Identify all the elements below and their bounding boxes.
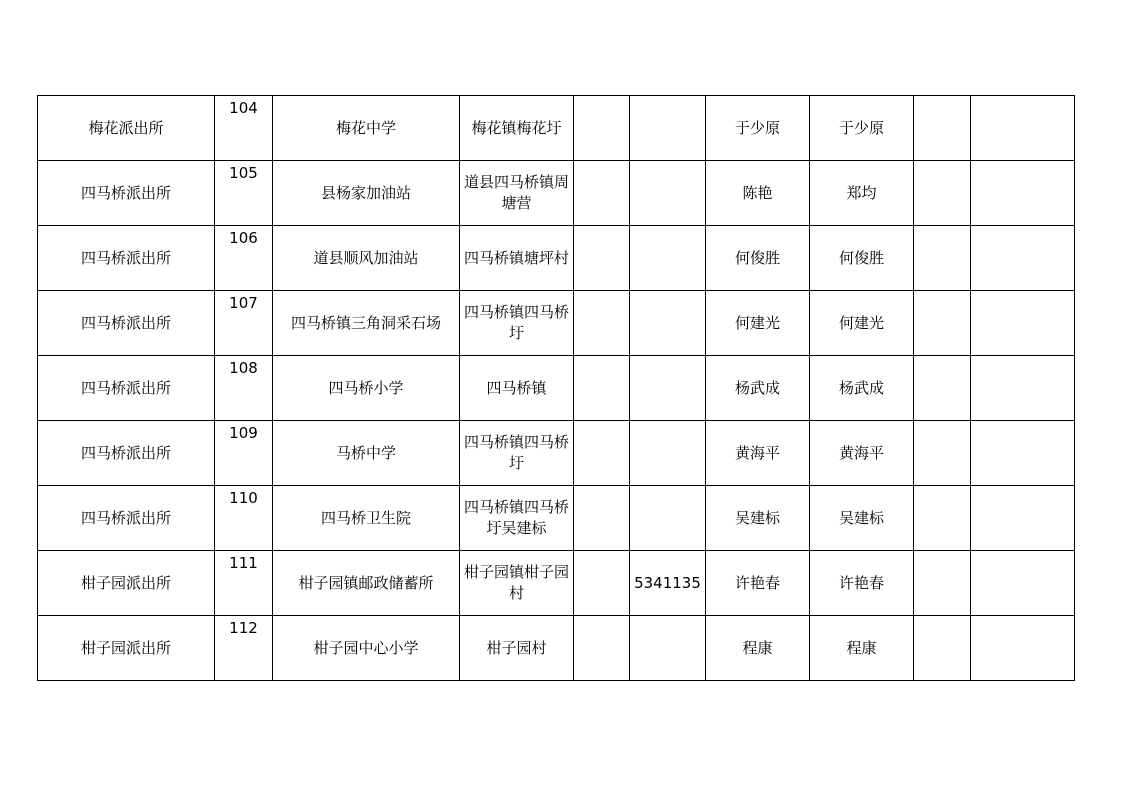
address-cell: 道县四马桥镇周塘营 bbox=[460, 161, 574, 226]
responsible-person-cell: 杨武成 bbox=[810, 356, 914, 421]
blank-cell bbox=[971, 96, 1075, 161]
address-cell: 四马桥镇 bbox=[460, 356, 574, 421]
row-number-cell: 105 bbox=[215, 161, 273, 226]
unit-name-cell: 县杨家加油站 bbox=[273, 161, 460, 226]
responsible-person-cell: 许艳春 bbox=[810, 551, 914, 616]
blank-cell bbox=[914, 486, 971, 551]
station-cell: 四马桥派出所 bbox=[38, 226, 215, 291]
table-row bbox=[38, 486, 1075, 551]
phone-cell bbox=[630, 486, 706, 551]
row-number-cell: 110 bbox=[215, 486, 273, 551]
blank-cell bbox=[971, 486, 1075, 551]
row-number-cell: 107 bbox=[215, 291, 273, 356]
blank-cell bbox=[971, 356, 1075, 421]
blank-cell bbox=[914, 421, 971, 486]
table-row bbox=[38, 551, 1075, 616]
station-cell: 四马桥派出所 bbox=[38, 421, 215, 486]
unit-name-cell: 柑子园中心小学 bbox=[273, 616, 460, 681]
row-number-cell: 112 bbox=[215, 616, 273, 681]
blank-cell bbox=[574, 486, 630, 551]
blank-cell bbox=[574, 616, 630, 681]
responsible-person-cell: 黄海平 bbox=[810, 421, 914, 486]
row-number-cell: 108 bbox=[215, 356, 273, 421]
blank-cell bbox=[914, 616, 971, 681]
responsible-person-cell: 程康 bbox=[810, 616, 914, 681]
blank-cell bbox=[914, 226, 971, 291]
table-row bbox=[38, 226, 1075, 291]
unit-name-cell: 道县顺风加油站 bbox=[273, 226, 460, 291]
station-cell: 四马桥派出所 bbox=[38, 486, 215, 551]
contact-person-cell: 于少原 bbox=[706, 96, 810, 161]
address-cell: 四马桥镇塘坪村 bbox=[460, 226, 574, 291]
station-cell: 四马桥派出所 bbox=[38, 291, 215, 356]
blank-cell bbox=[971, 226, 1075, 291]
contact-person-cell: 杨武成 bbox=[706, 356, 810, 421]
unit-name-cell: 柑子园镇邮政储蓄所 bbox=[273, 551, 460, 616]
responsible-person-cell: 吴建标 bbox=[810, 486, 914, 551]
address-cell: 梅花镇梅花圩 bbox=[460, 96, 574, 161]
blank-cell bbox=[914, 356, 971, 421]
address-cell: 柑子园村 bbox=[460, 616, 574, 681]
contact-person-cell: 程康 bbox=[706, 616, 810, 681]
station-cell: 四马桥派出所 bbox=[38, 161, 215, 226]
unit-name-cell: 四马桥小学 bbox=[273, 356, 460, 421]
station-cell: 四马桥派出所 bbox=[38, 356, 215, 421]
unit-name-cell: 四马桥镇三角洞采石场 bbox=[273, 291, 460, 356]
blank-cell bbox=[914, 291, 971, 356]
blank-cell bbox=[914, 96, 971, 161]
contact-person-cell: 陈艳 bbox=[706, 161, 810, 226]
blank-cell bbox=[574, 161, 630, 226]
blank-cell bbox=[914, 161, 971, 226]
blank-cell bbox=[574, 421, 630, 486]
contact-person-cell: 黄海平 bbox=[706, 421, 810, 486]
responsible-person-cell: 于少原 bbox=[810, 96, 914, 161]
phone-cell: 5341135 bbox=[630, 551, 706, 616]
blank-cell bbox=[914, 551, 971, 616]
station-cell: 梅花派出所 bbox=[38, 96, 215, 161]
station-cell: 柑子园派出所 bbox=[38, 616, 215, 681]
table-row bbox=[38, 421, 1075, 486]
blank-cell bbox=[971, 616, 1075, 681]
row-number-cell: 104 bbox=[215, 96, 273, 161]
phone-cell bbox=[630, 161, 706, 226]
table-body bbox=[38, 96, 1075, 681]
blank-cell bbox=[574, 96, 630, 161]
contact-person-cell: 何建光 bbox=[706, 291, 810, 356]
blank-cell bbox=[971, 161, 1075, 226]
table-row bbox=[38, 616, 1075, 681]
blank-cell bbox=[574, 226, 630, 291]
unit-name-cell: 马桥中学 bbox=[273, 421, 460, 486]
phone-cell bbox=[630, 96, 706, 161]
station-cell: 柑子园派出所 bbox=[38, 551, 215, 616]
row-number-cell: 106 bbox=[215, 226, 273, 291]
responsible-person-cell: 何建光 bbox=[810, 291, 914, 356]
blank-cell bbox=[574, 551, 630, 616]
phone-cell bbox=[630, 616, 706, 681]
address-cell: 四马桥镇四马桥圩吴建标 bbox=[460, 486, 574, 551]
responsible-person-cell: 何俊胜 bbox=[810, 226, 914, 291]
unit-name-cell: 四马桥卫生院 bbox=[273, 486, 460, 551]
blank-cell bbox=[971, 291, 1075, 356]
responsible-person-cell: 郑均 bbox=[810, 161, 914, 226]
table-row bbox=[38, 291, 1075, 356]
contact-person-cell: 何俊胜 bbox=[706, 226, 810, 291]
blank-cell bbox=[574, 356, 630, 421]
blank-cell bbox=[574, 291, 630, 356]
registry-table bbox=[37, 95, 1075, 681]
address-cell: 柑子园镇柑子园村 bbox=[460, 551, 574, 616]
row-number-cell: 109 bbox=[215, 421, 273, 486]
row-number-cell: 111 bbox=[215, 551, 273, 616]
unit-name-cell: 梅花中学 bbox=[273, 96, 460, 161]
table-row bbox=[38, 161, 1075, 226]
contact-person-cell: 许艳春 bbox=[706, 551, 810, 616]
blank-cell bbox=[971, 551, 1075, 616]
table-row bbox=[38, 356, 1075, 421]
blank-cell bbox=[971, 421, 1075, 486]
phone-cell bbox=[630, 226, 706, 291]
address-cell: 四马桥镇四马桥圩 bbox=[460, 291, 574, 356]
phone-cell bbox=[630, 421, 706, 486]
phone-cell bbox=[630, 291, 706, 356]
contact-person-cell: 吴建标 bbox=[706, 486, 810, 551]
address-cell: 四马桥镇四马桥圩 bbox=[460, 421, 574, 486]
phone-cell bbox=[630, 356, 706, 421]
table-row bbox=[38, 96, 1075, 161]
